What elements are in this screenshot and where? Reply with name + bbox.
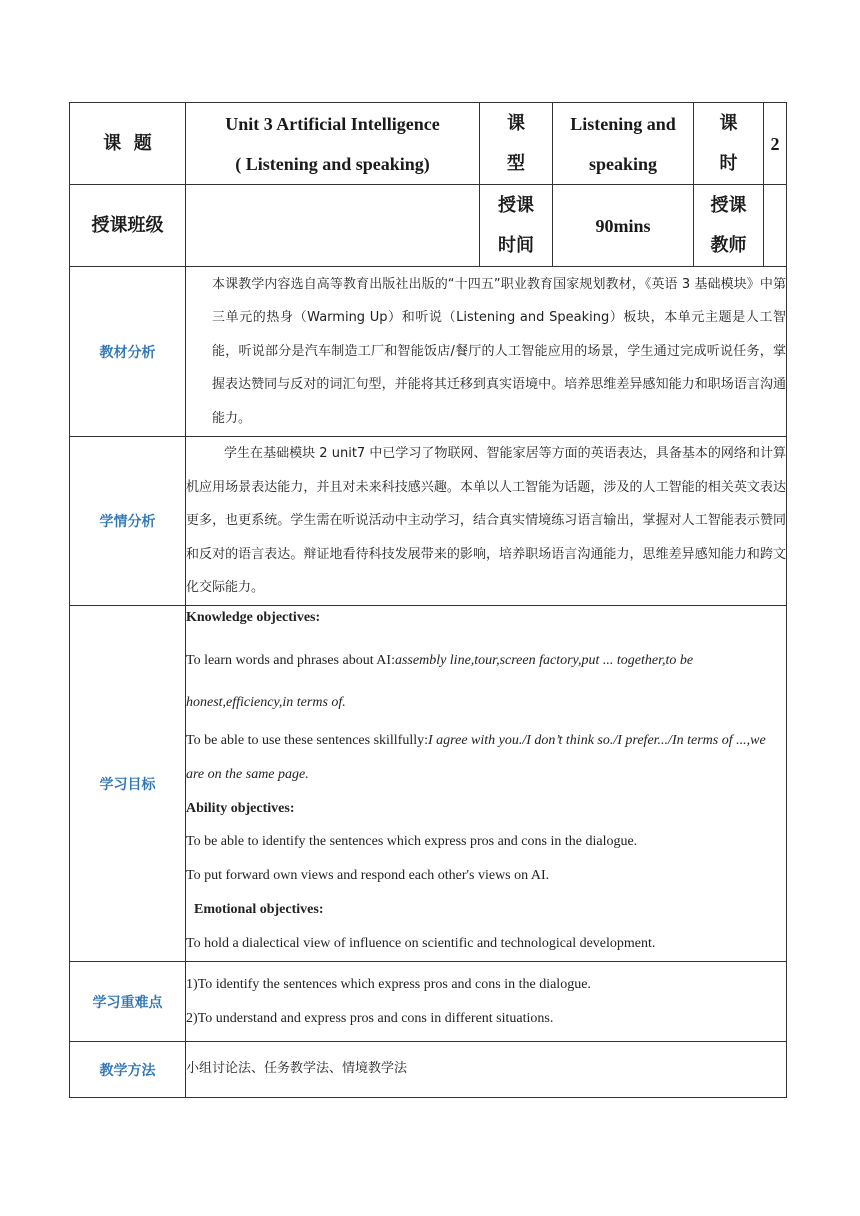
methods-label: 教学方法 bbox=[70, 1042, 186, 1098]
hours-label: 课 时 bbox=[694, 103, 764, 185]
students-text: 学生在基础模块 2 unit7 中已学习了物联网、智能家居等方面的英语表达，具备基本的网络和计算机应用场景表达能力，并且对未来科技感兴趣。本单以人工智能为话题，涉及的人工智能的相关英文表达更多，也更系统。学生需在听说活动中主动学习，结合真实情境练习语言输出，掌握对人工智能表示赞同和反对的语言表达。辩证地看待科技发展带来的影响，培养职场语言沟通能力，思维差异感知能力和跨文化交际能力。 bbox=[186, 446, 786, 596]
difficulties-row bbox=[70, 962, 787, 1042]
difficulties-cell bbox=[186, 962, 787, 1042]
material-label: 教材分析 bbox=[70, 267, 186, 437]
knowledge-heading: Knowledge objectives: bbox=[186, 610, 321, 625]
students-text-cell bbox=[186, 437, 787, 606]
material-row bbox=[70, 267, 787, 437]
students-row bbox=[70, 437, 787, 606]
header-row bbox=[70, 103, 787, 185]
topic-title-line1: Unit 3 Artificial Intelligence bbox=[225, 113, 440, 134]
teacher-value bbox=[764, 185, 787, 267]
knowledge-item-1: To learn words and phrases about AI:assembly line,tour,screen factory,put ... together,to be honest,efficiency,in terms of. bbox=[186, 653, 694, 710]
difficulties-label: 学习重难点 bbox=[70, 962, 186, 1042]
topic-label: 课 题 bbox=[70, 103, 186, 185]
teacher-label: 授课 教师 bbox=[694, 185, 764, 267]
objectives-cell bbox=[186, 606, 787, 962]
emotional-item-1: To hold a dialectical view of influence on scientific and technological development. bbox=[186, 936, 656, 951]
type-label: 课 型 bbox=[480, 103, 553, 185]
ability-item-2: To put forward own views and respond each other's views on AI. bbox=[186, 868, 550, 883]
ability-item-1: To be able to identify the sentences which express pros and cons in the dialogue. bbox=[186, 834, 638, 849]
type-value: Listening and speaking bbox=[553, 103, 694, 185]
methods-text: 小组讨论法、任务教学法、情境教学法 bbox=[186, 1042, 787, 1098]
difficulty-item-1: 1)To identify the sentences which express pros and cons in the dialogue. bbox=[186, 976, 591, 992]
objectives-label: 学习目标 bbox=[70, 606, 186, 962]
students-label: 学情分析 bbox=[70, 437, 186, 606]
knowledge-item-2: To be able to use these sentences skillfully:I agree with you./I don’t think so./I prefer.../In terms of ...,we are on the same page. bbox=[186, 733, 766, 782]
difficulty-item-2: 2)To understand and express pros and cons in different situations. bbox=[186, 1010, 554, 1026]
ability-heading: Ability objectives: bbox=[186, 801, 295, 816]
time-label: 授课 时间 bbox=[480, 185, 553, 267]
material-text-cell bbox=[186, 267, 787, 437]
lesson-plan-table bbox=[69, 102, 787, 1098]
time-value: 90mins bbox=[553, 185, 694, 267]
class-label: 授课班级 bbox=[70, 185, 186, 267]
class-row bbox=[70, 185, 787, 267]
topic-title-line2: ( Listening and speaking) bbox=[235, 153, 430, 174]
material-text: 本课教学内容选自高等教育出版社出版的“十四五”职业教育国家规划教材，《英语 3 基础模块》中第三单元的热身（Warming Up）和听说（Listening and Speaking）板块，本单元主题是人工智能，听说部分是汽车制造工厂和智能饭店/餐厅的人工智能应用的场景，学生通过完成听说任务，掌握表达赞同与反对的词汇句型，并能将其迁移到真实语境中。培养思维差异感知能力和职场语言沟通能力。 bbox=[212, 276, 786, 426]
emotional-heading: Emotional objectives: bbox=[194, 902, 324, 917]
topic-title bbox=[186, 103, 480, 185]
class-value bbox=[186, 185, 480, 267]
methods-row bbox=[70, 1042, 787, 1098]
objectives-row bbox=[70, 606, 787, 962]
hours-value: 2 bbox=[764, 103, 787, 185]
